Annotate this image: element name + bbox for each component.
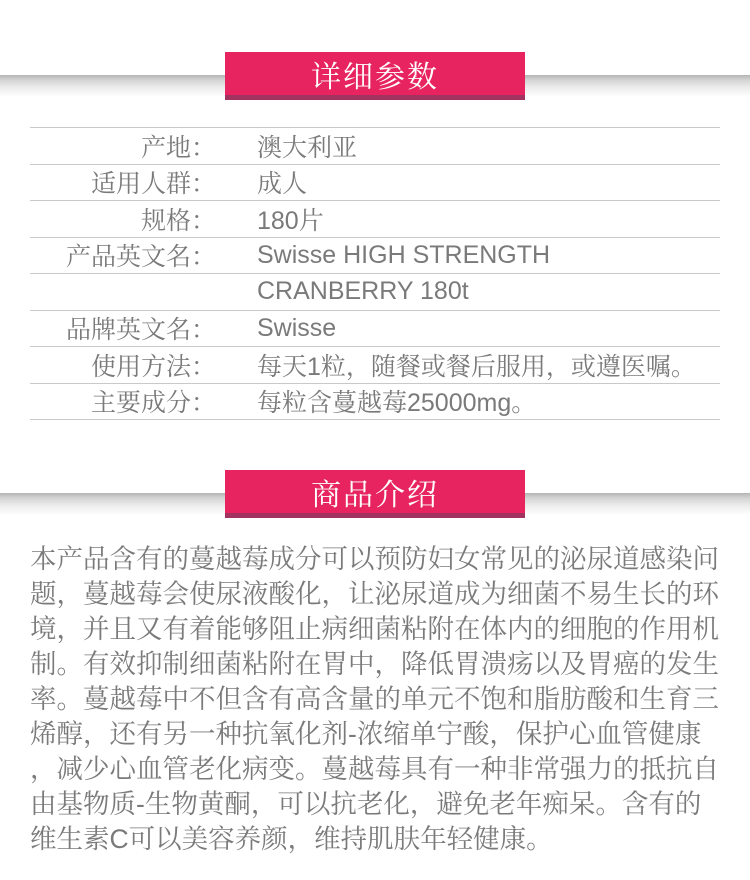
row-value: 成人 [257,170,308,199]
table-row [30,274,720,311]
intro-paragraph [30,542,721,857]
row-value: Swisse [257,313,337,342]
params-section-banner [225,52,525,100]
paragraph-line: 由基物质-生物黄酮，可以抗老化，避免老年痴呆。含有的 [30,789,702,819]
row-label: 规格： [140,206,216,235]
params-banner-body [225,52,525,95]
row-value: CRANBERRY 180t [257,277,469,306]
paragraph-line: 率。蔓越莓中不但含有高含量的单元不饱和脂肪酸和生育三 [30,684,719,714]
table-row [30,311,720,348]
paragraph-line: 维生素C可以美容养颜，维持肌肤年轻健康。 [30,824,553,854]
params-table [30,127,720,420]
params-banner-bottom-edge [225,95,525,100]
intro-banner-bottom-edge [225,513,525,518]
row-value: 180片 [257,206,324,235]
row-value: Swisse HIGH STRENGTH [257,240,551,269]
row-label: 产品英文名： [65,243,216,272]
intro-banner-body [225,470,525,513]
table-row [30,384,720,421]
row-value: 澳大利亚 [257,133,358,162]
table-row [30,347,720,384]
row-label: 品牌英文名： [65,316,216,345]
paragraph-line: 烯醇，还有另一种抗氧化剂-浓缩单宁酸，保护心血管健康 [30,719,702,749]
intro-section-banner [225,470,525,518]
table-row [30,128,720,165]
row-label: 使用方法： [90,352,216,381]
params-banner-title: 详细参数 [311,60,439,94]
intro-banner-title: 商品介绍 [311,478,439,512]
table-row [30,165,720,202]
row-label: 主要成分： [90,389,216,418]
paragraph-line: 境，并且又有着能够阻止病细菌粘附在体内的细胞的作用机 [30,614,719,644]
row-label: 适用人群： [90,170,216,199]
paragraph-line: ，减少心血管老化病变。蔓越莓具有一种非常强力的抵抗自 [30,754,719,784]
table-row [30,201,720,238]
row-label: 产地： [140,133,216,162]
paragraph-line: 题，蔓越莓会使尿液酸化，让泌尿道成为细菌不易生长的环 [30,579,719,609]
paragraph-line: 本产品含有的蔓越莓成分可以预防妇女常见的泌尿道感染问 [30,544,719,574]
paragraph-line: 制。有效抑制细菌粘附在胃中，降低胃溃疡以及胃癌的发生 [30,649,719,679]
row-value: 每天1粒，随餐或餐后服用，或遵医嘱。 [257,352,696,381]
table-row [30,238,720,275]
row-value: 每粒含蔓越莓25000mg。 [257,389,537,418]
